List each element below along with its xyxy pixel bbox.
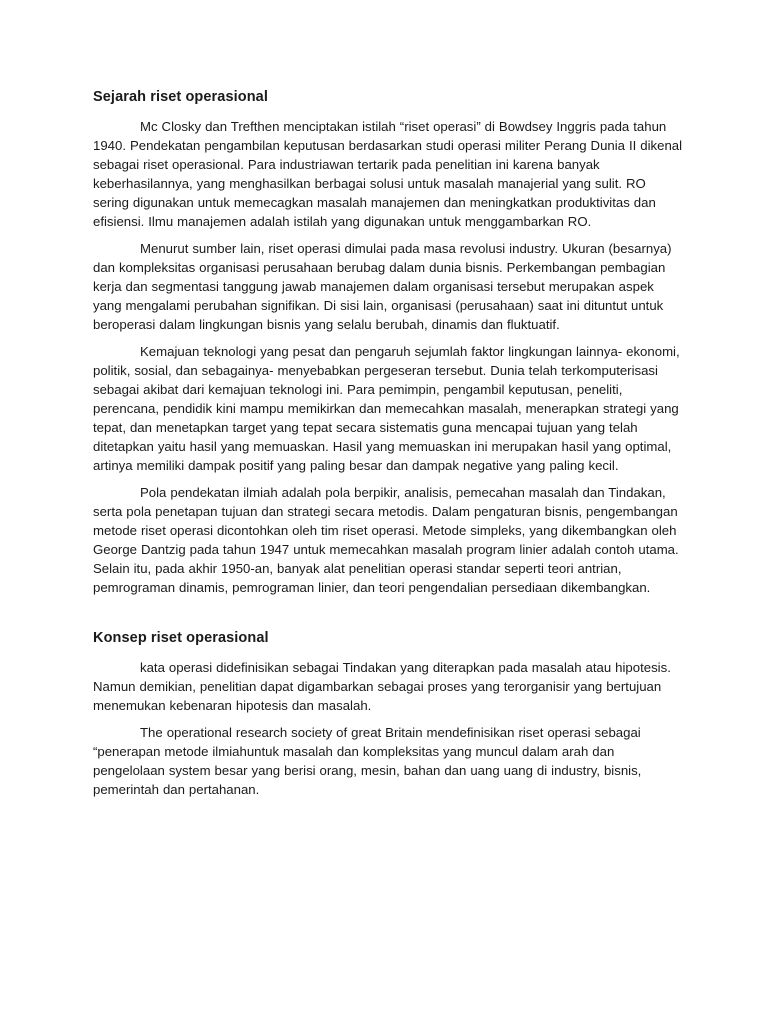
document-page (93, 86, 683, 807)
section-konsep (93, 627, 683, 799)
section-sejarah (93, 86, 683, 597)
paragraph: Kemajuan teknologi yang pesat dan pengaruh sejumlah faktor lingkungan lainnya- ekonomi, politik, sosial, dan sebagainya- menyebabkan pergeseran tersebut. Dunia telah terkomputerisasi sebagai akibat dari kemajuan teknologi ini. Para pemimpin, pengambil keputusan, peneliti, perencana, pendidik kini mampu memikirkan dan memecahkan masalah, menerapkan strategi yang tepat, dan menetapkan target yang tepat secara sistematis guna mencapai tujuan yang telah ditetapkan yaitu hasil yang memuaskan. Hasil yang memuaskan ini merupakan hasil yang optimal, artinya memiliki dampak positif yang paling besar dan dampak negative yang paling kecil. (93, 344, 680, 473)
paragraph: The operational research society of great Britain mendefinisikan riset operasi sebagai “penerapan metode ilmiahuntuk masalah dan kompleksitas yang muncul dalam arah dan pengelolaan system besar yang berisi orang, mesin, bahan dan uang uang di industry, bisnis, pemerintah dan pertahanan. (93, 725, 642, 797)
paragraph: Mc Closky dan Trefthen menciptakan istilah “riset operasi” di Bowdsey Inggris pada tahun 1940. Pendekatan pengambilan keputusan berdasarkan studi operasi militer Perang Dunia II dikenal sebagai riset operasional. Para industriawan tertarik pada penelitian ini karena banyak keberhasilannya, yang menghasilkan berbagai solusi untuk masalah manajerial yang sulit. RO sering digunakan untuk memecagkan masalah manajemen dan meningkatkan produktivitas dan efisiensi. Ilmu manajemen adalah istilah yang digunakan untuk menggambarkan RO. (93, 119, 683, 229)
section-heading: Sejarah riset operasional (93, 89, 268, 105)
paragraph: Pola pendekatan ilmiah adalah pola berpikir, analisis, pemecahan masalah dan Tindakan, serta pola penetapan tujuan dan strategi secara metodis. Dalam pengaturan bisnis, pengembangan metode riset operasi dicontohkan oleh tim riset operasi. Metode simpleks, yang dikembangkan oleh George Dantzig pada tahun 1947 untuk memecahkan masalah program linier adalah contoh utama. Selain itu, pada akhir 1950-an, banyak alat penelitian operasi standar seperti teori antrian, pemrograman dinamis, pemrograman linier, dan teori pengendalian persediaan dikembangkan. (93, 485, 679, 595)
paragraph: kata operasi didefinisikan sebagai Tindakan yang diterapkan pada masalah atau hipotesis. Namun demikian, penelitian dapat digambarkan sebagai proses yang terorganisir yang bertujuan menemukan kebenaran hipotesis dan masalah. (93, 660, 671, 713)
paragraph: Menurut sumber lain, riset operasi dimulai pada masa revolusi industry. Ukuran (besarnya) dan kompleksitas organisasi perusahaan berubag dalam dunia bisnis. Perkembangan pembagian kerja dan segmentasi tanggung jawab manajemen dalam organisasi tersebut merupakan aspek yang mengalami perubahan signifikan. Di sisi lain, organisasi (perusahaan) saat ini dituntut untuk beroperasi dalam lingkungan bisnis yang selalu berubah, dinamis dan fluktuatif. (93, 241, 672, 332)
section-heading: Konsep riset operasional (93, 630, 269, 646)
